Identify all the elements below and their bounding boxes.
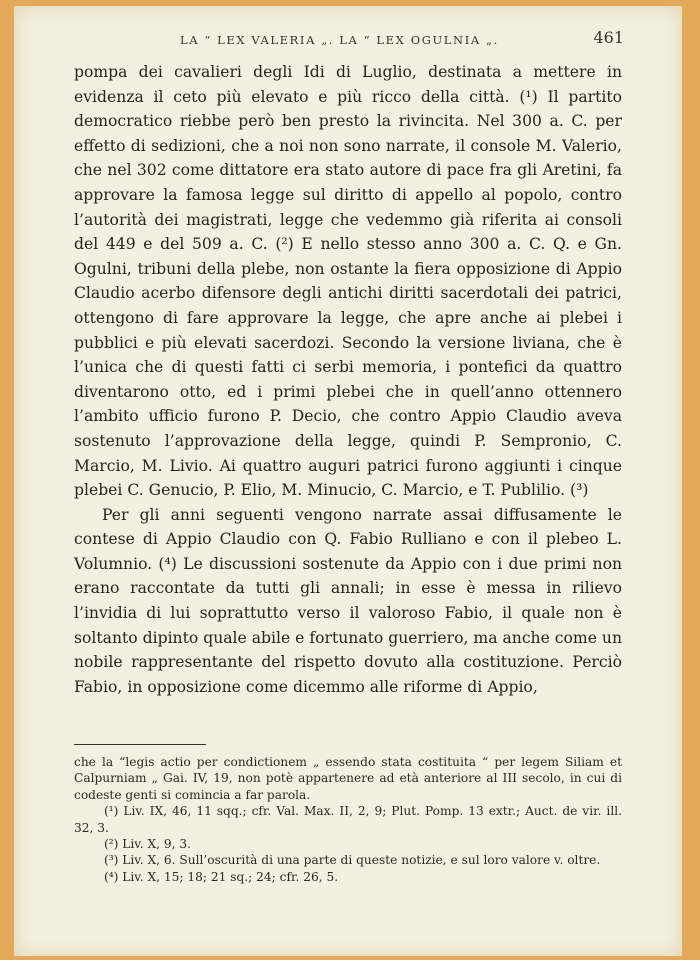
book-page [14, 6, 682, 956]
footnote-2: (²) Liv. X, 9, 3. [104, 837, 192, 852]
page-header [14, 28, 682, 52]
footnote-separator [74, 744, 206, 745]
footnote-4: (⁴) Liv. X, 15; 18; 21 sq.; 24; cfr. 26, 5. [104, 869, 339, 884]
paragraph: Per gli anni seguenti vengono narrate assai diffusamente le contese di Appio Claudio con Q. Fabio Rulliano e con il plebeo L. Volumnio. (⁴) Le discussioni sostenute da Appio con i due primi non erano raccontate da tutti gli annali; in esse è messa in rilievo l’invidia di lui soprattutto verso il valoroso Fabio, il quale non è soltanto dipinto quale abile e fortunato guerriero, ma anche come un nobile rappresentante del rispetto dovuto alla costituzione. Perciò Fabio, in opposizione come dicemmo alle riforme di Appio, [74, 505, 622, 696]
footnote-continuation: che la “legis actio per condictionem „ essendo stata costituita “ per legem Siliam et Calpurniam „ Gai. IV, 19, non potè appartenere ad età anteriore al III secolo, in cui di codeste genti si comincia a far parola. [74, 755, 622, 802]
footnote-1: (¹) Liv. IX, 46, 11 sqq.; cfr. Val. Max. II, 2, 9; Plut. Pomp. 13 extr.; Auct. de vir. ill. 32, 3. [74, 804, 622, 835]
main-text [74, 60, 622, 699]
page-number: 461 [593, 28, 624, 47]
paragraph: pompa dei cavalieri degli Idi di Luglio, destinata a mettere in evidenza il ceto più elevato e più ricco della città. (¹) Il partito democratico riebbe però ben presto la rivincita. Nel 300 a. C. per effetto di sedizioni, che a noi non sono narrate, il console M. Valerio, che nel 302 come dittatore era stato autore di pace fra gli Aretini, fa approvare la famosa legge sul diritto di appello al popolo, contro l’autorità dei magistrati, legge che vedemmo già riferita ai consoli del 449 e del 509 a. C. (²) E nello stesso anno 300 a. C. Q. e Gn. Ogulni, tribuni della plebe, non ostante la fiera opposizione di Appio Claudio acerbo difensore degli antichi diritti sacerdotali dei patrici, ottengono di fare approvare la legge, che apre anche ai plebei i pubblici e più elevati sacerdozi. Secondo la versione liviana, che è l’unica che di questi fatti ci serbi memoria, i pontefici da quattro diventarono otto, ed i primi plebei che in quell’anno ottennero l’ambito ufficio furono P. Decio, che contro Appio Claudio aveva sostenuto l’approvazione della legge, quindi P. Sempronio, C. Marcio, M. Livio. Ai quattro auguri patrici furono aggiunti i cinque plebei C. Genucio, P. Elio, M. Minucio, C. Marcio, e T. Publilio. (³) [74, 63, 622, 500]
running-title: LA “ LEX VALERIA „. LA “ LEX OGULNIA „. [180, 33, 499, 47]
footnotes [74, 754, 622, 885]
footnote-3: (³) Liv. X, 6. Sull’oscurità di una parte di queste notizie, e sul loro valore v. oltre. [104, 853, 601, 868]
